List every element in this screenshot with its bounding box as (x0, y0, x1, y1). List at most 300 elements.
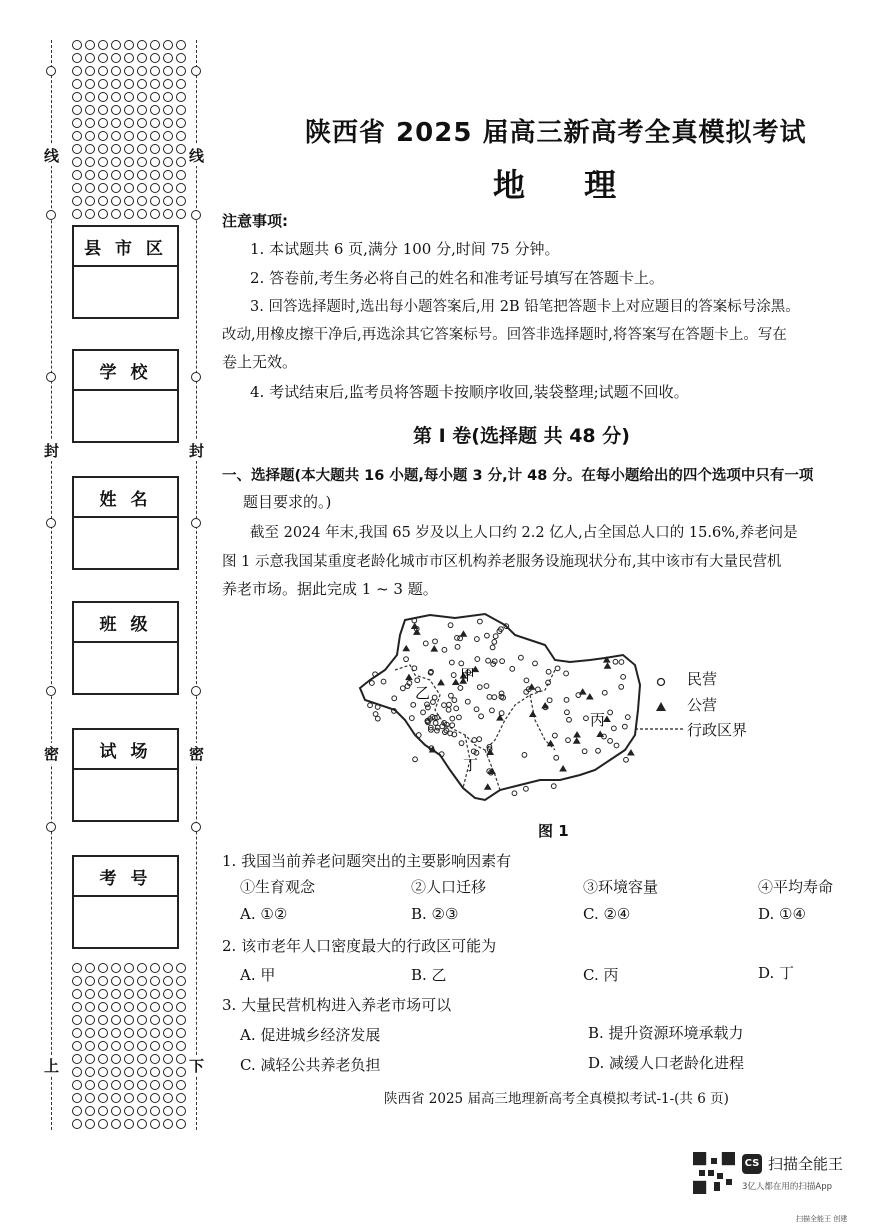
private-marker (459, 741, 464, 746)
q3-option-c[interactable]: C. 减轻公共养老负担 (240, 1056, 381, 1074)
exam-room-input-box[interactable] (74, 770, 177, 820)
figure-caption: 图 1 (538, 822, 569, 840)
answer-bubble (111, 1002, 121, 1012)
answer-bubble (137, 144, 147, 154)
answer-bubble (163, 105, 173, 115)
private-marker (416, 733, 421, 738)
private-marker (490, 645, 495, 650)
answer-bubble (85, 79, 95, 89)
private-marker (450, 716, 455, 721)
answer-bubble (72, 92, 82, 102)
answer-bubble (98, 53, 108, 63)
private-marker (547, 698, 552, 703)
private-marker (368, 703, 373, 708)
answer-bubble (124, 196, 134, 206)
answer-bubble (137, 157, 147, 167)
private-marker (500, 659, 505, 664)
ring-marker (191, 66, 201, 76)
answer-bubble (124, 144, 134, 154)
answer-bubble (150, 196, 160, 206)
private-marker (490, 708, 495, 713)
section-instructions-line2: 题目要求的。) (243, 493, 332, 511)
answer-bubble (176, 196, 186, 206)
answer-bubble (176, 170, 186, 180)
q1-statement: ①生育观念 (240, 878, 316, 896)
answer-bubble (72, 131, 82, 141)
answer-bubble (163, 196, 173, 206)
q1-option-c[interactable]: C. ②④ (583, 905, 631, 923)
answer-bubble (98, 40, 108, 50)
answer-bubble (111, 1054, 121, 1064)
public-marker (406, 675, 412, 680)
note-item: 改动,用橡皮擦干净后,再选涂其它答案标号。回答非选择题时,将答案写在答题卡上。写在 (222, 327, 787, 343)
private-marker (449, 660, 454, 665)
answer-bubble (124, 118, 134, 128)
field-label: 姓 名 (74, 478, 177, 518)
boundary-line-icon (635, 726, 683, 732)
answer-bubble (111, 170, 121, 180)
passage-line: 养老市场。据此完成 1 ~ 3 题。 (222, 580, 438, 598)
private-marker (455, 644, 460, 649)
note-item: 4. 考试结束后,监考员将答题卡按顺序收回,装袋整理;试题不回收。 (250, 383, 689, 401)
answer-bubble (124, 1015, 134, 1025)
ring-marker (46, 822, 56, 832)
answer-bubble (163, 118, 173, 128)
private-marker (624, 757, 629, 762)
answer-bubble (111, 105, 121, 115)
q1-option-b[interactable]: B. ②③ (411, 905, 459, 923)
camscanner-logo-icon: CS (742, 1154, 762, 1174)
q3-option-a[interactable]: A. 促进城乡经济发展 (240, 1026, 381, 1044)
answer-bubble (98, 1028, 108, 1038)
private-marker (522, 753, 527, 758)
answer-bubble (163, 66, 173, 76)
answer-bubble (176, 963, 186, 973)
answer-bubble (98, 963, 108, 973)
answer-bubble (150, 170, 160, 180)
answer-bubble (137, 196, 147, 206)
answer-bubble (137, 1093, 147, 1103)
answer-bubble (98, 989, 108, 999)
note-item: 1. 本试题共 6 页,满分 100 分,时间 75 分钟。 (250, 240, 560, 258)
right-dashed-line (196, 40, 197, 1130)
answer-bubble (137, 1028, 147, 1038)
ring-marker (46, 686, 56, 696)
answer-bubble (150, 66, 160, 76)
answer-bubble (150, 183, 160, 193)
section-title: 第 I 卷(选择题 共 48 分) (413, 425, 630, 447)
answer-bubble (124, 963, 134, 973)
answer-bubble (98, 66, 108, 76)
city-map (355, 610, 655, 805)
answer-bubble (176, 79, 186, 89)
answer-bubble (72, 183, 82, 193)
answer-bubble (111, 157, 121, 167)
answer-bubble (150, 53, 160, 63)
q3-option-b[interactable]: B. 提升资源环境承载力 (588, 1024, 744, 1042)
answer-bubble (124, 131, 134, 141)
answer-bubble (176, 1093, 186, 1103)
answer-bubble (150, 131, 160, 141)
answer-bubble (163, 170, 173, 180)
answer-bubble (163, 1067, 173, 1077)
q1-statement: ④平均寿命 (758, 878, 834, 896)
q2-option-b[interactable]: B. 乙 (411, 966, 447, 984)
ring-marker (46, 372, 56, 382)
private-marker (375, 716, 380, 721)
public-marker (605, 663, 611, 668)
answer-bubble (85, 989, 95, 999)
answer-bubble (124, 1054, 134, 1064)
private-marker (369, 681, 374, 686)
answer-bubble (72, 196, 82, 206)
answer-bubble (72, 79, 82, 89)
private-marker (584, 716, 589, 721)
answer-bubble (176, 144, 186, 154)
private-marker (421, 710, 426, 715)
answer-bubble (163, 1054, 173, 1064)
q1-option-a[interactable]: A. ①② (240, 905, 288, 923)
answer-bubble (150, 79, 160, 89)
binding-char-feng: 封 (189, 442, 205, 460)
answer-bubble (111, 118, 121, 128)
q2-option-c[interactable]: C. 丙 (583, 966, 619, 984)
answer-bubble (98, 1093, 108, 1103)
answer-bubble (98, 976, 108, 986)
answer-bubble (176, 53, 186, 63)
private-marker (510, 666, 515, 671)
private-marker (465, 699, 470, 704)
private-marker (536, 687, 541, 692)
private-marker (448, 623, 453, 628)
answer-bubble (163, 79, 173, 89)
ring-marker (46, 210, 56, 220)
answer-bubble (98, 183, 108, 193)
answer-bubble (137, 79, 147, 89)
answer-bubble (176, 1041, 186, 1051)
field-label: 试 场 (74, 730, 177, 770)
answer-bubble (137, 1054, 147, 1064)
answer-bubble (176, 92, 186, 102)
answer-bubble (137, 1067, 147, 1077)
private-marker (551, 784, 556, 789)
answer-bubble (98, 1002, 108, 1012)
private-marker (499, 711, 504, 716)
private-marker (479, 714, 484, 719)
class-input-box[interactable] (74, 643, 177, 693)
answer-bubble (150, 92, 160, 102)
answer-bubble (163, 131, 173, 141)
answer-bubble (176, 209, 186, 219)
county-input-box[interactable] (74, 267, 177, 317)
answer-bubble (85, 1002, 95, 1012)
private-marker (533, 661, 538, 666)
answer-bubble (163, 1119, 173, 1129)
private-marker (622, 724, 627, 729)
field-label: 县 市 区 (74, 227, 177, 267)
private-marker (442, 647, 447, 652)
answer-bubble (85, 1093, 95, 1103)
public-marker (438, 680, 444, 685)
question-3-stem: 3. 大量民营机构进入养老市场可以 (222, 996, 452, 1014)
private-marker (434, 728, 439, 733)
answer-bubble (150, 40, 160, 50)
answer-bubble (124, 1041, 134, 1051)
binding-char-xian: 线 (44, 147, 60, 165)
private-marker (484, 633, 489, 638)
region-label-bing: 丙 (590, 711, 606, 729)
field-label: 考 号 (74, 857, 177, 897)
answer-bubble (150, 1054, 160, 1064)
answer-bubble (137, 40, 147, 50)
answer-bubble (137, 1002, 147, 1012)
answer-bubble (163, 144, 173, 154)
answer-bubble (111, 92, 121, 102)
answer-bubble (111, 1106, 121, 1116)
answer-bubble (72, 1067, 82, 1077)
map-legend (655, 668, 785, 748)
answer-bubble (137, 66, 147, 76)
private-marker (614, 743, 619, 748)
answer-bubble (85, 183, 95, 193)
q2-option-a[interactable]: A. 甲 (240, 966, 276, 984)
answer-bubble (150, 105, 160, 115)
school-input-box[interactable] (74, 391, 177, 441)
answer-bubble (176, 131, 186, 141)
answer-bubble (124, 1002, 134, 1012)
private-marker (450, 723, 455, 728)
answer-bubble (72, 66, 82, 76)
answer-bubble (98, 118, 108, 128)
answer-bubble (150, 1106, 160, 1116)
private-marker (413, 757, 418, 762)
private-marker (425, 702, 430, 707)
answer-bubble (111, 1015, 121, 1025)
name-input-box[interactable] (74, 518, 177, 568)
private-marker (567, 717, 572, 722)
private-marker (512, 791, 517, 796)
private-marker (596, 748, 601, 753)
answer-bubble (137, 209, 147, 219)
answer-bubble (111, 976, 121, 986)
region-label-ding: 丁 (463, 756, 479, 774)
private-marker (613, 659, 618, 664)
private-marker (499, 691, 504, 696)
answer-bubble (137, 183, 147, 193)
answer-bubble (85, 976, 95, 986)
answer-bubble (72, 40, 82, 50)
scan-brand-name: 扫描全能王 (768, 1155, 844, 1173)
private-marker (472, 738, 477, 743)
public-marker (587, 694, 593, 699)
private-marker (447, 702, 452, 707)
answer-bubble (163, 209, 173, 219)
answer-bubble (98, 196, 108, 206)
private-marker (611, 726, 616, 731)
note-item: 2. 答卷前,考生务必将自己的姓名和准考证号填写在答题卡上。 (250, 269, 664, 287)
private-marker (608, 738, 613, 743)
answer-bubble (85, 66, 95, 76)
private-marker (477, 737, 482, 742)
answer-bubble (111, 1028, 121, 1038)
private-marker (409, 716, 414, 721)
private-marker (457, 715, 462, 720)
q2-option-d[interactable]: D. 丁 (758, 964, 795, 982)
answer-bubble (176, 157, 186, 167)
legend-public: 公营 (687, 696, 718, 714)
answer-bubble (72, 144, 82, 154)
private-marker (381, 679, 386, 684)
private-marker (373, 712, 378, 717)
answer-bubble (72, 989, 82, 999)
ring-marker (191, 822, 201, 832)
private-marker (566, 738, 571, 743)
answer-bubble (124, 92, 134, 102)
private-marker (433, 639, 438, 644)
answer-bubble (163, 1002, 173, 1012)
field-exam-number (72, 855, 179, 949)
answer-bubble (85, 1028, 95, 1038)
public-marker (597, 732, 603, 737)
exam-title: 陕西省 2025 届高三新高考全真模拟考试 (305, 118, 807, 148)
private-marker (602, 690, 607, 695)
answer-bubble (124, 66, 134, 76)
answer-bubble (150, 1067, 160, 1077)
q3-option-d[interactable]: D. 减缓人口老龄化进程 (588, 1054, 745, 1072)
page-footer: 陕西省 2025 届高三地理新高考全真模拟考试-1-(共 6 页) (384, 1091, 729, 1107)
ring-marker (191, 372, 201, 382)
private-marker (454, 706, 459, 711)
answer-bubble (150, 1015, 160, 1025)
bottom-bubble-grid (72, 963, 189, 1132)
region-label-yi: 乙 (415, 684, 431, 702)
answer-bubble (137, 1080, 147, 1090)
answer-bubble (111, 79, 121, 89)
answer-bubble (176, 1028, 186, 1038)
private-marker (452, 698, 457, 703)
private-marker (518, 655, 523, 660)
private-marker (484, 684, 489, 689)
answer-bubble (111, 53, 121, 63)
ring-marker (46, 518, 56, 528)
private-marker (546, 669, 551, 674)
answer-bubble (98, 1054, 108, 1064)
answer-bubble (176, 105, 186, 115)
answer-bubble (137, 118, 147, 128)
private-marker (564, 697, 569, 702)
answer-bubble (124, 40, 134, 50)
answer-bubble (150, 1028, 160, 1038)
field-label: 班 级 (74, 603, 177, 643)
answer-bubble (124, 1028, 134, 1038)
answer-bubble (111, 66, 121, 76)
public-marker (453, 680, 459, 685)
private-marker (565, 710, 570, 715)
private-marker (524, 678, 529, 683)
public-marker (560, 766, 566, 771)
answer-bubble (85, 209, 95, 219)
answer-bubble (163, 976, 173, 986)
answer-bubble (163, 1028, 173, 1038)
private-marker (442, 703, 447, 708)
answer-bubble (176, 118, 186, 128)
private-marker (554, 755, 559, 760)
scan-brand (742, 1153, 843, 1174)
answer-bubble (163, 989, 173, 999)
private-marker (477, 619, 482, 624)
answer-bubble (72, 157, 82, 167)
answer-bubble (111, 183, 121, 193)
private-marker (400, 686, 405, 691)
binding-char-xia: 下 (189, 1057, 205, 1075)
answer-bubble (163, 1080, 173, 1090)
private-marker (474, 707, 479, 712)
answer-bubble (98, 1015, 108, 1025)
answer-bubble (98, 209, 108, 219)
q1-option-d[interactable]: D. ①④ (758, 905, 806, 923)
answer-bubble (85, 170, 95, 180)
note-item: 3. 回答选择题时,选出每小题答案后,用 2B 铅笔把答题卡上对应题目的答案标号涂黑。 (250, 299, 800, 315)
private-marker (433, 721, 438, 726)
answer-bubble (163, 157, 173, 167)
answer-bubble (150, 209, 160, 219)
answer-bubble (98, 1106, 108, 1116)
answer-bubble (124, 1093, 134, 1103)
answer-bubble (111, 1067, 121, 1077)
passage-line: 图 1 示意我国某重度老龄化城市市区机构养老服务设施现状分布,其中该市有大量民营机 (222, 554, 782, 570)
private-marker (475, 657, 480, 662)
answer-bubble (111, 1041, 121, 1051)
answer-bubble (150, 989, 160, 999)
answer-bubble (176, 1119, 186, 1129)
answer-bubble (85, 118, 95, 128)
answer-bubble (111, 196, 121, 206)
answer-bubble (98, 92, 108, 102)
exam-number-input-box[interactable] (74, 897, 177, 947)
answer-bubble (176, 66, 186, 76)
binding-char-feng: 封 (44, 442, 60, 460)
answer-bubble (124, 105, 134, 115)
binding-char-xian: 线 (189, 147, 205, 165)
field-school (72, 349, 179, 443)
binding-char-mi: 密 (44, 745, 60, 763)
answer-bubble (124, 1067, 134, 1077)
answer-bubble (137, 989, 147, 999)
answer-bubble (163, 1106, 173, 1116)
private-marker (486, 658, 491, 663)
public-marker (574, 732, 580, 737)
answer-bubble (150, 118, 160, 128)
answer-bubble (72, 170, 82, 180)
private-marker (487, 694, 492, 699)
field-county (72, 225, 179, 319)
private-marker (425, 705, 430, 710)
ring-marker (46, 66, 56, 76)
answer-bubble (176, 183, 186, 193)
answer-bubble (137, 1119, 147, 1129)
private-marker (446, 707, 451, 712)
binding-strip (0, 0, 215, 1231)
answer-bubble (98, 1067, 108, 1077)
answer-bubble (111, 40, 121, 50)
private-marker (412, 666, 417, 671)
answer-bubble (176, 40, 186, 50)
legend-private: 民营 (687, 670, 718, 688)
answer-bubble (176, 976, 186, 986)
answer-bubble (163, 1093, 173, 1103)
answer-bubble (137, 1106, 147, 1116)
answer-bubble (111, 1093, 121, 1103)
